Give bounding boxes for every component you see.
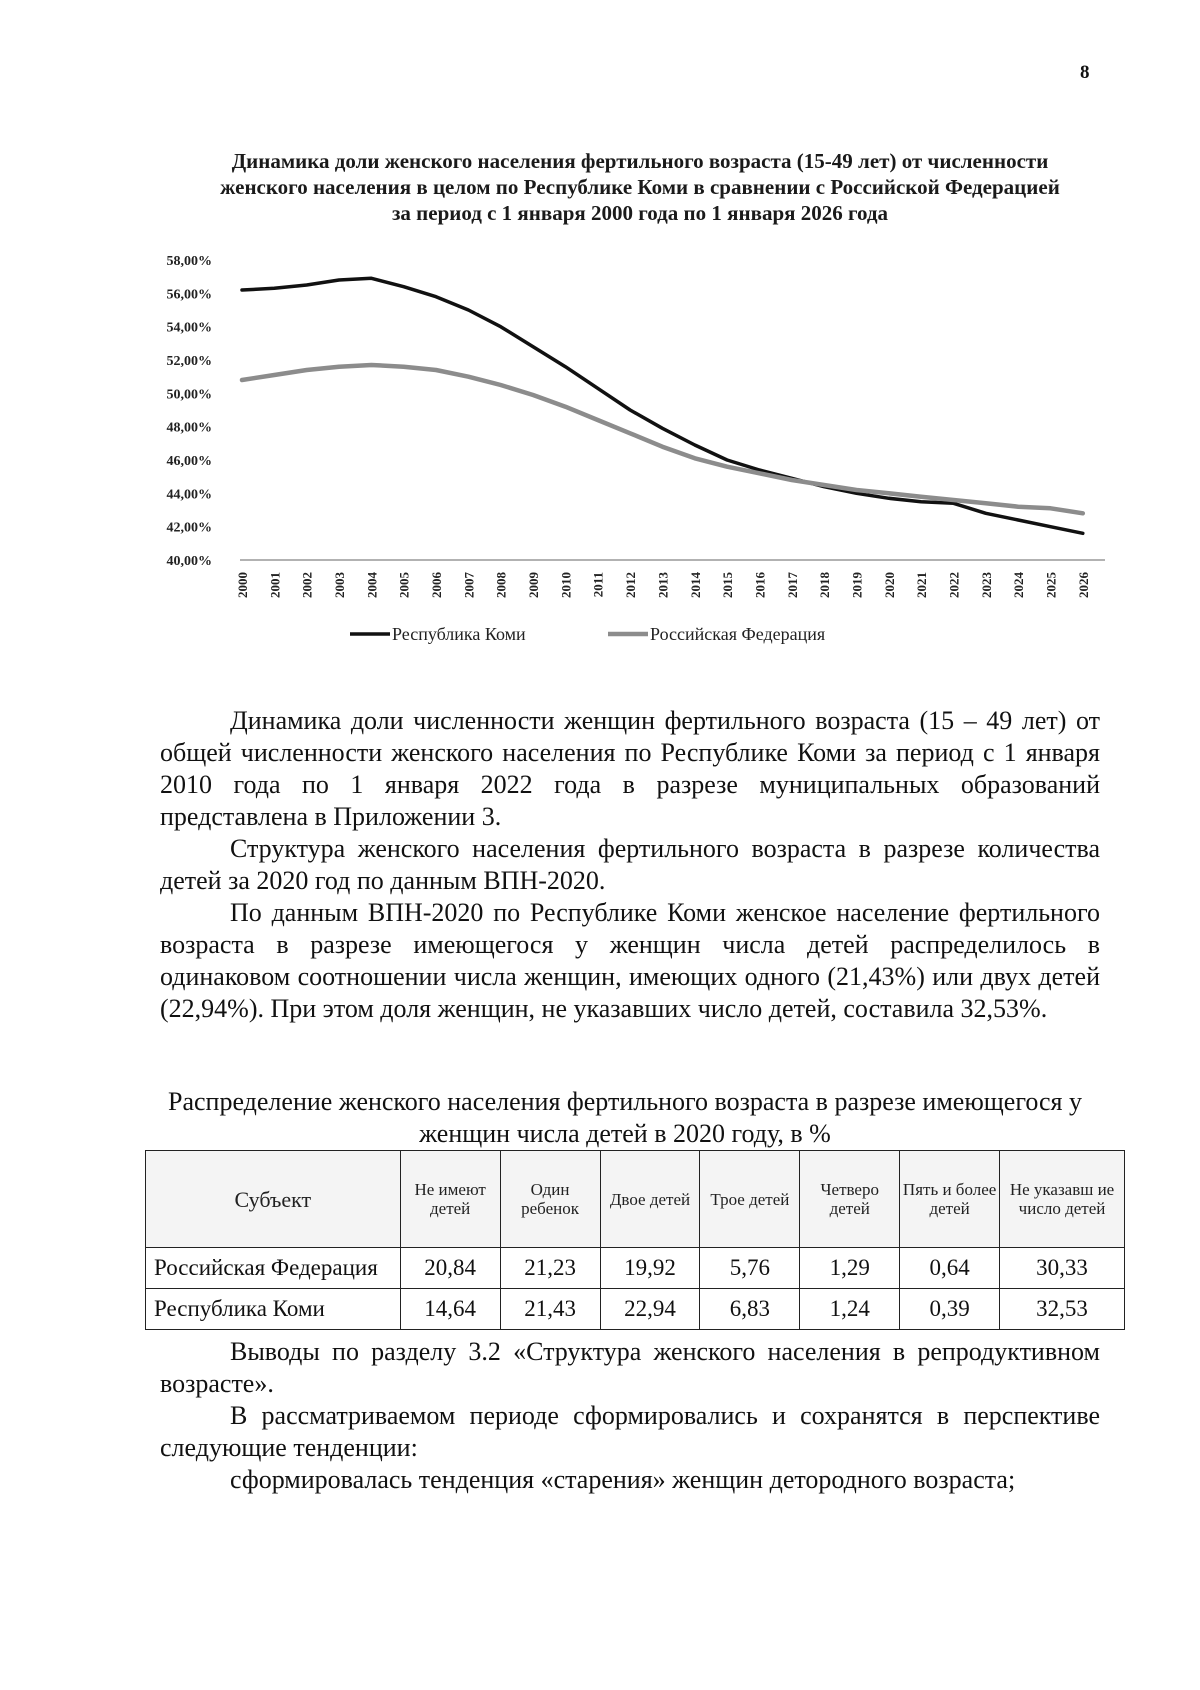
chart-title-line: за период с 1 января 2000 года по 1 января 2026 года: [391, 201, 889, 225]
x-tick-label: 2019: [849, 572, 865, 598]
x-tick-label: 2017: [784, 572, 800, 598]
table-cell: 5,76: [700, 1248, 800, 1289]
paragraph-dynamics: Динамика доли численности женщин фертильного возраста (15 – 49 лет) от общей численности женского населения по Республике Коми за период с 1 января 2010 года по 1 января 2022 года в разрезе муниципальных образований представлена в Приложении 3.: [160, 706, 1100, 831]
paragraph-structure: Структура женского населения фертильного возраста в разрезе количества детей за 2020 год по данным ВПН-2020.: [160, 834, 1100, 895]
header-cell: Один ребенок: [500, 1151, 600, 1248]
y-tick-label: 56,00%: [166, 287, 212, 303]
x-tick-label: 2000: [235, 572, 250, 598]
x-tick-label: 2011: [590, 572, 606, 598]
table-cell: 6,83: [700, 1289, 800, 1330]
table-cell: 0,64: [900, 1248, 1000, 1289]
table-row: [146, 1289, 1125, 1330]
table-cell: 21,43: [500, 1289, 600, 1330]
y-tick-label: 44,00%: [166, 487, 212, 503]
y-tick-label: 54,00%: [166, 320, 212, 336]
series-line-komi: [242, 278, 1083, 533]
y-tick-label: 50,00%: [166, 387, 212, 403]
x-tick-label: 2015: [720, 572, 736, 598]
x-tick-label: 2001: [267, 572, 283, 598]
x-tick-label: 2010: [558, 572, 574, 598]
header-cell: Пять и более детей: [900, 1151, 1000, 1248]
x-tick-label: 2005: [396, 572, 412, 598]
legend-label: Российская Федерация: [650, 624, 826, 644]
x-tick-label: 2009: [526, 572, 542, 598]
y-tick-label: 42,00%: [166, 520, 212, 536]
table-cell: Российская Федерация: [146, 1248, 401, 1289]
x-tick-label: 2012: [623, 572, 639, 598]
table-cell: 1,29: [800, 1248, 900, 1289]
conclusions-heading: Выводы по разделу 3.2 «Структура женского населения в репродуктивном возрасте».: [160, 1337, 1100, 1398]
y-tick-label: 52,00%: [166, 354, 212, 369]
table-title: Распределение женского населения фертильного возраста в разрезе имеющегося у женщин числа детей в 2020 году, в %: [168, 1087, 1082, 1148]
paragraph-census: По данным ВПН-2020 по Республике Коми женское население фертильного возраста в разрезе имеющегося у женщин числа детей распределилось в одинаковом соотношении числа женщин, имеющих одного (21,43%) или двух детей (22,94%). При этом доля женщин, не указавших число детей, составила 32,53%.: [160, 898, 1100, 1023]
x-tick-label: 2020: [881, 572, 897, 598]
series-line-rf: [242, 365, 1083, 513]
x-tick-label: 2026: [1075, 572, 1091, 598]
x-tick-label: 2013: [655, 572, 671, 598]
chart-title-line: женского населения в целом по Республике Коми в сравнении с Российской Федерацией: [220, 175, 1060, 199]
y-tick-label: 40,00%: [166, 554, 212, 569]
x-tick-label: 2006: [429, 572, 445, 598]
header-cell: Не имеют детей: [400, 1151, 500, 1248]
x-tick-label: 2008: [493, 572, 509, 598]
table-cell: 30,33: [1000, 1248, 1125, 1289]
chart-title-line: Динамика доли женского населения фертильного возраста (15-49 лет) от численности: [231, 149, 1049, 173]
table-cell: 32,53: [1000, 1289, 1125, 1330]
header-cell: Субъект: [146, 1151, 401, 1248]
table-cell: 20,84: [400, 1248, 500, 1289]
chart-title: [160, 148, 1120, 226]
x-tick-label: 2016: [752, 572, 768, 598]
table-row: [146, 1248, 1125, 1289]
x-tick-label: 2022: [946, 572, 962, 598]
x-tick-label: 2004: [364, 572, 380, 598]
x-tick-label: 2007: [461, 572, 477, 598]
x-tick-label: 2025: [1043, 572, 1059, 598]
x-tick-label: 2014: [687, 572, 703, 598]
x-tick-label: 2021: [914, 572, 930, 598]
y-tick-label: 48,00%: [166, 420, 212, 436]
x-tick-label: 2002: [299, 572, 315, 598]
conclusions-trends: В рассматриваемом периоде сформировались и сохранятся в перспективе следующие тенденции:: [160, 1401, 1100, 1462]
table-cell: 14,64: [400, 1289, 500, 1330]
table-cell: 1,24: [800, 1289, 900, 1330]
legend-label: Республика Коми: [392, 624, 526, 644]
table-cell: 22,94: [600, 1289, 700, 1330]
table-cell: 0,39: [900, 1289, 1000, 1330]
header-cell: Не указавш ие число детей: [1000, 1151, 1125, 1248]
table-cell: 19,92: [600, 1248, 700, 1289]
header-cell: Двое детей: [600, 1151, 700, 1248]
table-header-row: [146, 1151, 1125, 1248]
x-tick-label: 2003: [332, 572, 348, 598]
x-tick-label: 2018: [817, 572, 833, 598]
page-number: 8: [1080, 62, 1090, 83]
x-tick-label: 2024: [1011, 572, 1027, 598]
table-cell: 21,23: [500, 1248, 600, 1289]
header-cell: Четверо детей: [800, 1151, 900, 1248]
y-tick-label: 58,00%: [166, 254, 212, 269]
header-cell: Трое детей: [700, 1151, 800, 1248]
conclusions-aging: сформировалась тенденция «старения» женщин детородного возраста;: [230, 1465, 1016, 1494]
table-cell: Республика Коми: [146, 1289, 401, 1330]
children-distribution-table: [145, 1150, 1125, 1330]
line-chart: [160, 245, 1120, 665]
x-tick-label: 2023: [978, 572, 994, 598]
y-tick-label: 46,00%: [166, 454, 212, 469]
